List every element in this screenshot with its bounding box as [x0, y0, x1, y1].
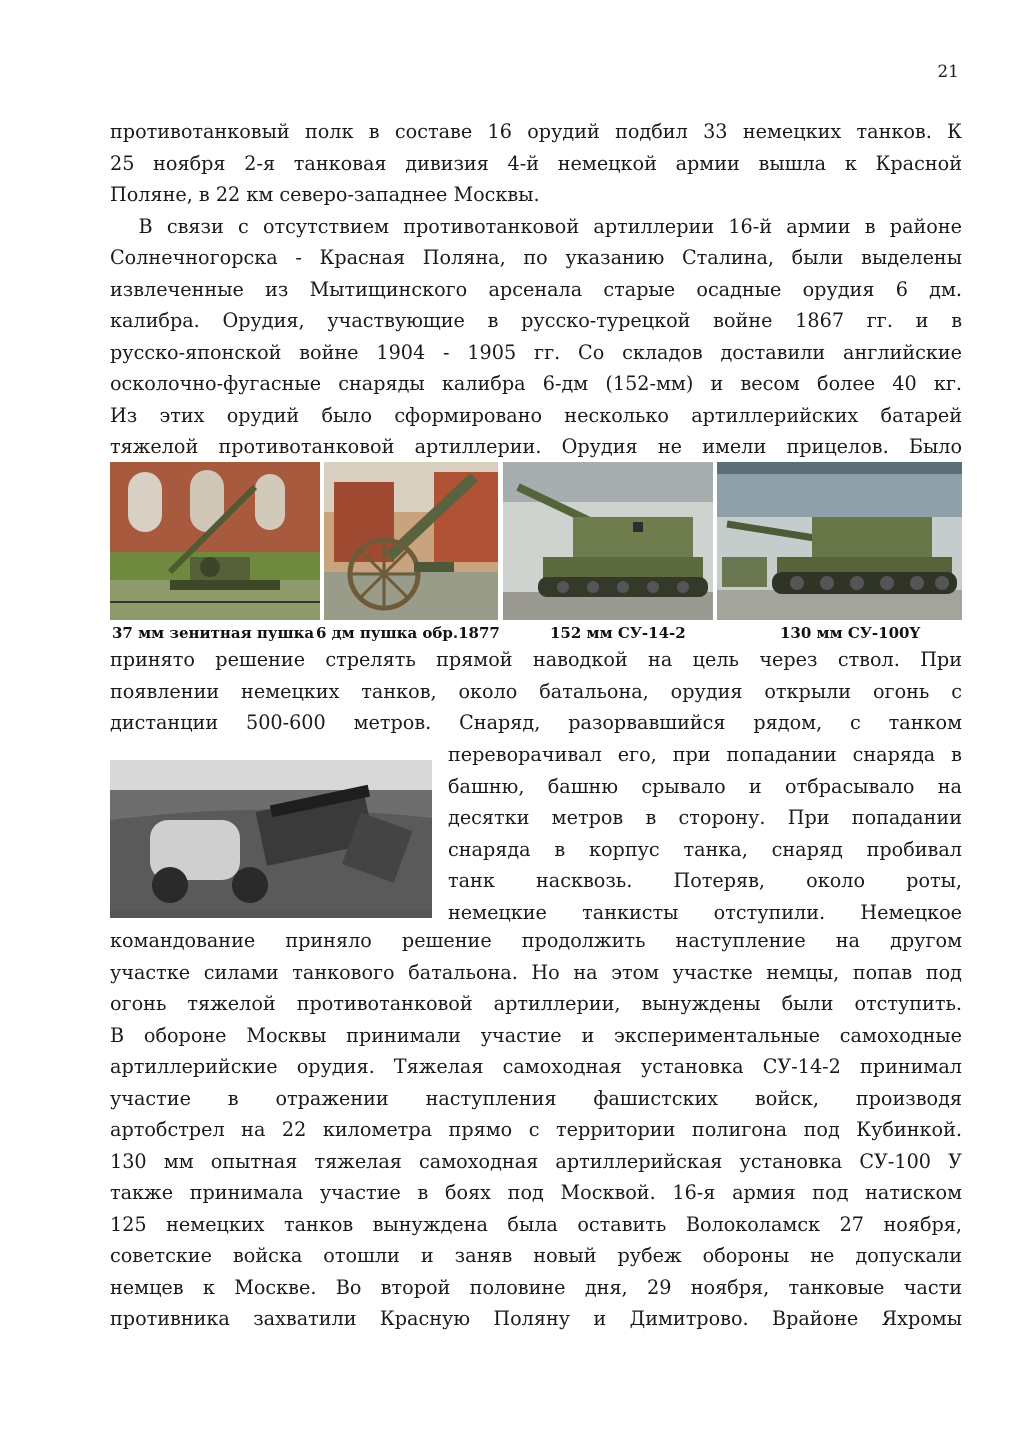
text-line: 130 мм опытная тяжелая самоходная артиллерийская установка СУ-100 У	[110, 1149, 962, 1173]
text-line: появлении немецких танков, около батальона, орудия открыли огонь с	[110, 679, 962, 703]
photo-gallery	[110, 462, 962, 622]
photo-su-100y	[717, 462, 962, 620]
text-line: В обороне Москвы принимали участие и экспериментальные самоходные	[110, 1023, 962, 1047]
text-line: 125 немецких танков вынуждена была оставить Волоколамск 27 ноября,	[110, 1212, 962, 1236]
text-line: Солнечногорска - Красная Поляна, по указанию Сталина, были выделены	[110, 246, 962, 269]
text-line: русско-японской войне 1904 - 1905 гг. Со складов доставили английские	[110, 340, 962, 364]
paragraph-middle	[110, 644, 962, 739]
text-line: переворачивал его, при попадании снаряда в	[448, 743, 962, 766]
text-line: советские войска отошли и заняв новый рубеж обороны не допускали	[110, 1244, 962, 1267]
photo-su-14-2	[503, 462, 713, 620]
text-line: участке силами танкового батальона. Но на этом участке немцы, попав под	[110, 960, 962, 984]
text-line: башню, башню срывало и отбрасывало на	[448, 774, 962, 798]
text-line: участие в отражении наступления фашистских войск, производя	[110, 1086, 962, 1110]
text-line: В связи с отсутствием противотанковой артиллерии 16-й армии в районе	[110, 214, 962, 238]
text-line: извлеченные из Мытищинского арсенала старые осадные орудия 6 дм.	[110, 277, 962, 301]
text-line: 25 ноября 2-я танковая дивизия 4-й немецкой армии вышла к Красной	[110, 151, 962, 175]
paragraph-bottom	[110, 925, 962, 1335]
text-line: Из этих орудий было сформировано несколько артиллерийских батарей	[110, 403, 962, 427]
text-line: тяжелой противотанковой артиллерии. Орудия не имели прицелов. Было	[110, 435, 962, 458]
caption-su-14-2: 152 мм СУ-14-2	[550, 624, 686, 642]
text-line: снаряда в корпус танка, снаряд пробивал	[448, 837, 962, 861]
text-line: калибра. Орудия, участвующие в русско-турецкой войне 1867 гг. и в	[110, 309, 962, 332]
photo-captions	[110, 624, 962, 646]
paragraph-top	[110, 116, 962, 463]
text-line: осколочно-фугасные снаряды калибра 6-дм (152-мм) и весом более 40 кг.	[110, 372, 962, 395]
text-line: артобстрел на 22 километра прямо с территории полигона под Кубинкой.	[110, 1118, 962, 1141]
text-line: командование приняло решение продолжить наступление на другом	[110, 929, 962, 952]
text-line: принято решение стрелять прямой наводкой на цель через ствол. При	[110, 648, 962, 671]
text-line: танк насквозь. Потеряв, около роты,	[448, 869, 962, 892]
paragraph-wrapped	[448, 739, 962, 928]
text-line: противника захватили Красную Поляну и Димитрово. Врайоне Яхромы	[110, 1307, 962, 1330]
photo-6in-gun-1877	[324, 462, 498, 620]
photo-destroyed-tank	[110, 760, 432, 918]
text-line: огонь тяжелой противотанковой артиллерии, вынуждены были отступить.	[110, 992, 962, 1015]
text-line: десятки метров в сторону. При попадании	[448, 806, 962, 829]
text-line: Поляне, в 22 км северо-западнее Москвы.	[110, 183, 540, 206]
text-line: противотанковый полк в составе 16 орудий подбил 33 немецких танков. К	[110, 120, 962, 143]
text-line: немецкие танкисты отступили. Немецкое	[448, 900, 962, 924]
caption-6in: 6 дм пушка обр.1877	[316, 624, 500, 642]
caption-37mm: 37 мм зенитная пушка	[112, 624, 315, 642]
text-line: дистанции 500-600 метров. Снаряд, разорвавшийся рядом, с танком	[110, 711, 962, 734]
text-line: также принимала участие в боях под Москвой. 16-я армия под натиском	[110, 1181, 962, 1204]
text-line: немцев к Москве. Во второй половине дня, 29 ноября, танковые части	[110, 1275, 962, 1299]
page-number: 21	[937, 62, 959, 82]
caption-su-100y: 130 мм СУ-100Y	[780, 624, 921, 642]
photo-37mm-aa-gun	[110, 462, 320, 620]
text-line: артиллерийские орудия. Тяжелая самоходная установка СУ-14-2 принимал	[110, 1055, 962, 1078]
